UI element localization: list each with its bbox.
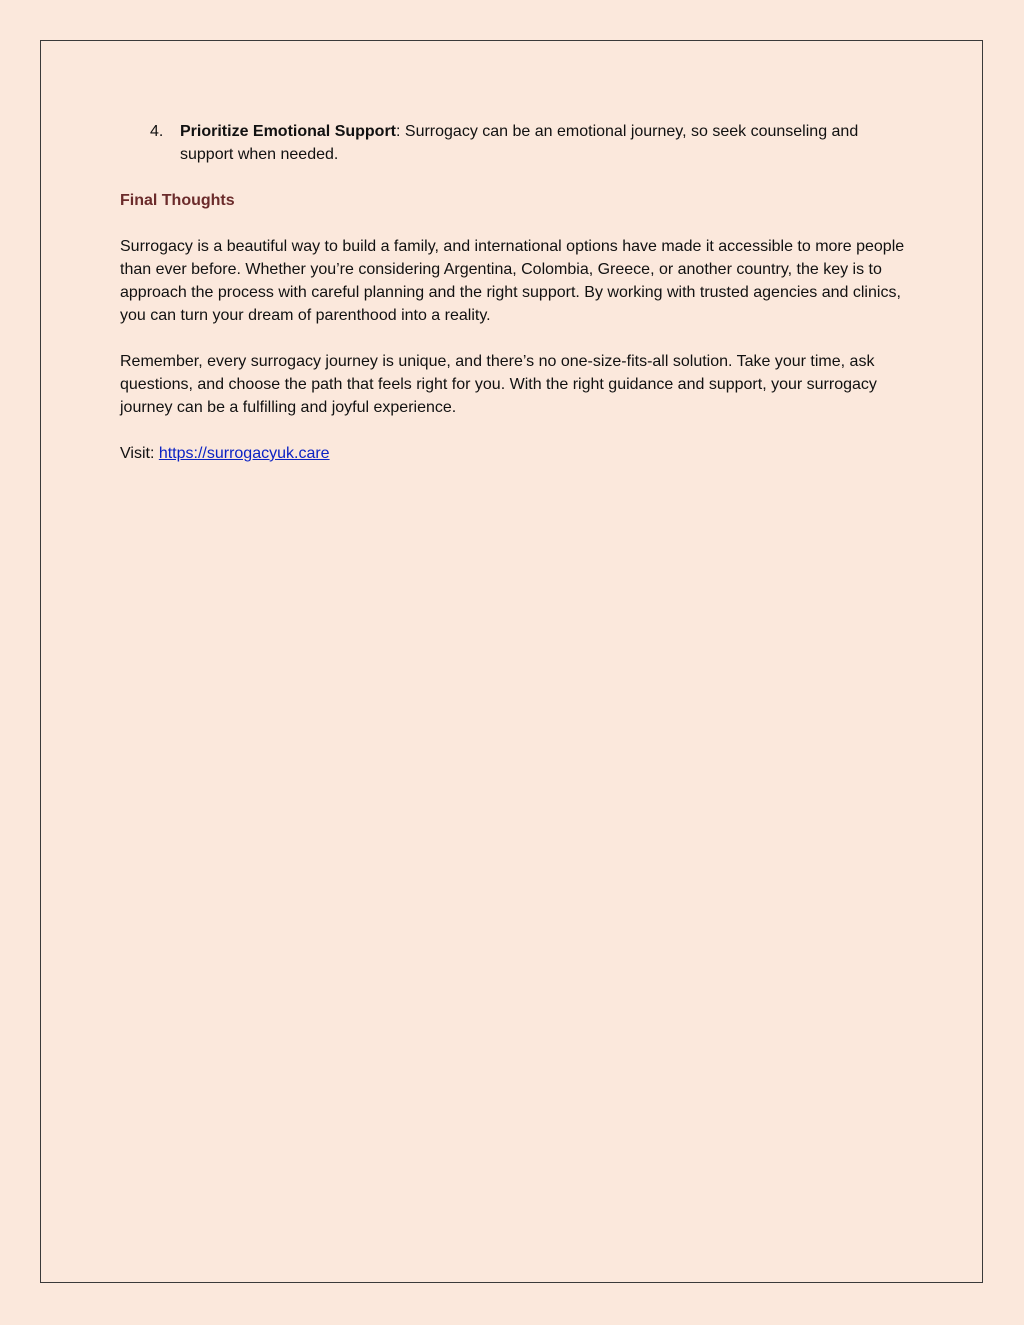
visit-label: Visit: bbox=[120, 445, 159, 462]
list-number: 4. bbox=[150, 123, 164, 140]
visit-line bbox=[120, 442, 910, 465]
paragraph-2: Remember, every surrogacy journey is unique, and there’s no one-size-fits-all solution. Take your time, ask questions, and choose the path that feels right for you. With the right guidance and support, your surrogacy journey can be a fulfilling and joyful experience. bbox=[120, 353, 877, 416]
list-item-text: : Surrogacy can be an emotional journey, so seek counseling and support when needed. bbox=[180, 123, 859, 163]
section-heading: Final Thoughts bbox=[120, 192, 235, 209]
visit-link[interactable]: https://surrogacyuk.care bbox=[158, 445, 330, 462]
paragraph-1: Surrogacy is a beautiful way to build a family, and international options have made it accessible to more people than ever before. Whether you’re considering Argentina, Colombia, Greece, or another country, the key is to approach the process with careful planning and the right support. By working with trusted agencies and clinics, you can turn your dream of parenthood into a reality. bbox=[120, 238, 905, 324]
document-content bbox=[120, 120, 910, 465]
list-item bbox=[120, 120, 910, 166]
list-item-bold-label: Prioritize Emotional Support bbox=[180, 123, 397, 140]
